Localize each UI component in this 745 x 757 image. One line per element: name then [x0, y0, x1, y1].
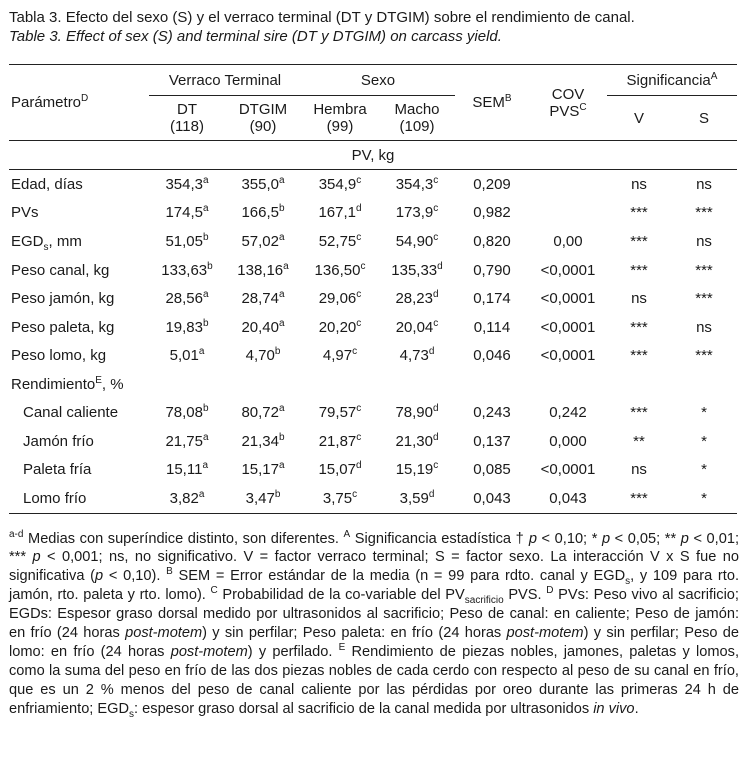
table-row [9, 342, 737, 371]
table-footnotes: $^{a-d}$ Medias con superíndice distinto, son diferentes. $^A$ Significancia estadística † p < 0,10; * p < 0,05; ** p < 0,01; *** p < 0,001; ns, no significativo. V = factor verraco terminal; S = factor sexo. La interacción V x S fue no significativa (p < 0,10). $^B$ SEM = Error estándar de la media (n = 99 para rdto. canal y $EGD_s$, y 109 para rto. jamón, rto. paleta y rto. lomo). $^C$ Probabilidad de la co-variable del $PV_{sacrificio}$ PVS. $^D$ PVs: Peso vivo al sacrificio; EGDs: Espesor graso dorsal medido por ultrasonidos al sacrificio; Peso de canal: en caliente; Peso de jamón: en frío (24 horas post-motem) y sin perfilar; Peso paleta: en frío (24 horas post-motem) y sin perfilar; Peso de lomo: en frío (24 horas post-motem) y perfilado. $^E$ Rendimiento de piezas nobles, jamones, paletas y lomos, como la suma del peso en frío de las dos piezas nobles de cada cerdo con respecto al peso de su canal en frío, que es un 2 % menos del peso de canal caliente por las pérdidas por oreo durante las primeras 24 h de enfriamiento; $EGD_s$: espesor graso dorsal al sacrificio de la canal medida por ultrasonidos in vivo. [9, 528, 740, 720]
row-label: Peso paleta, kg [11, 318, 115, 336]
header-dtgim: DTGIM (90) [238, 101, 288, 135]
row-label: Lomo frío [9, 484, 149, 513]
cell-hembra: 79,57$^c$ [318, 402, 362, 421]
cell-dtgim: 20,40$^a$ [241, 317, 285, 336]
cell-v: ns [631, 461, 647, 479]
cell-macho: 354,3$^c$ [395, 174, 439, 193]
row-label: Peso jamón, kg [11, 290, 115, 308]
table-row [9, 227, 737, 256]
cell-cov: <0,0001 [540, 318, 596, 336]
cell-hembra: 136,50$^c$ [314, 260, 366, 279]
cell-s: ns [696, 232, 712, 250]
row-label: Paleta fría [23, 461, 92, 479]
cell-cov: <0,0001 [540, 461, 596, 479]
header-v: V [633, 109, 644, 127]
cell-macho: 135,33$^d$ [391, 260, 443, 279]
header-cov: COV $PVS^C$ [549, 85, 587, 120]
cell-s: ns [696, 318, 712, 336]
cell-dt: 354,3$^a$ [165, 174, 209, 193]
cell-dtgim: 166,5$^b$ [241, 203, 285, 222]
cell-dt: 133,63$^b$ [161, 260, 213, 279]
cell-cov: 0,000 [549, 432, 587, 450]
cell-s: * [671, 484, 737, 513]
row-label: Peso canal, kg [11, 261, 110, 279]
cell-hembra: 29,06$^c$ [318, 289, 362, 308]
cell-cov: <0,0001 [540, 261, 596, 279]
cell-sem: 0,174 [473, 290, 511, 308]
cell-dtgim: 80,72$^a$ [241, 402, 285, 421]
header-parametro: Parámetro$^D$ [11, 93, 89, 111]
table-row [9, 199, 737, 228]
cell-macho: 21,30$^d$ [395, 431, 439, 450]
cell-s: * [701, 461, 707, 479]
table-row [9, 170, 737, 199]
table-row [9, 313, 737, 342]
header-verraco-terminal: Verraco Terminal [149, 65, 301, 96]
cell-v: *** [630, 204, 648, 222]
table-row [9, 455, 737, 484]
header-sexo: Sexo [301, 65, 455, 96]
cell-sem: 0,085 [473, 461, 511, 479]
caption-english: Table 3. Effect of sex (S) and terminal sire (DT y DTGIM) on carcass yield. [9, 28, 502, 45]
cell-v: ns [631, 175, 647, 193]
header-significancia: Significancia$^A$ [607, 65, 737, 96]
cell-hembra: 4,97$^c$ [322, 346, 358, 365]
header-macho: Macho (109) [394, 101, 440, 135]
row-label: PVs [11, 204, 39, 222]
header-s: S [698, 109, 709, 127]
cell-v: *** [607, 484, 671, 513]
header-hembra: Hembra (99) [313, 101, 367, 135]
cell-macho: 4,73$^d$ [399, 346, 435, 365]
header-dt: DT (118) [170, 101, 204, 135]
cell-cov: 0,043 [529, 484, 607, 513]
cell-sem: 0,209 [473, 175, 511, 193]
cell-dt: 174,5$^a$ [165, 203, 209, 222]
table-row [9, 427, 737, 456]
cell-s: * [701, 432, 707, 450]
cell-sem: 0,137 [473, 432, 511, 450]
cell-s: *** [695, 261, 713, 279]
cell-sem: 0,046 [473, 347, 511, 365]
cell-sem: 0,114 [473, 318, 511, 336]
cell-dt: 78,08$^b$ [165, 402, 209, 421]
cell-dt: 19,83$^b$ [165, 317, 209, 336]
table-row [9, 398, 737, 427]
cell-macho: 54,90$^c$ [395, 231, 439, 250]
cell-macho: 173,9$^c$ [395, 203, 439, 222]
cell-hembra: 20,20$^c$ [318, 317, 362, 336]
cell-macho: 28,23$^d$ [395, 289, 439, 308]
cell-hembra: 21,87$^c$ [318, 431, 362, 450]
cell-dtgim: 3,47$^b$ [225, 484, 301, 513]
cell-dtgim: 21,34$^b$ [241, 431, 285, 450]
section-rendimiento: Rendimiento$^E$, % [11, 374, 124, 393]
row-label: Canal caliente [23, 403, 119, 421]
cell-sem: 0,243 [473, 403, 511, 421]
cell-macho: 15,19$^c$ [395, 460, 439, 479]
cell-macho: 78,90$^d$ [395, 402, 439, 421]
cell-hembra: 15,07$^d$ [318, 460, 362, 479]
cell-cov: 0,00 [553, 232, 583, 250]
table-row [9, 256, 737, 285]
cell-v: *** [630, 261, 648, 279]
cell-cov [529, 170, 607, 199]
cell-s: *** [695, 204, 713, 222]
cell-cov: 0,242 [549, 403, 587, 421]
cell-cov: <0,0001 [540, 290, 596, 308]
cell-hembra: 52,75$^c$ [318, 231, 362, 250]
cell-v: ** [633, 432, 645, 450]
cell-dt: 5,01$^a$ [169, 346, 205, 365]
cell-hembra: 3,75$^c$ [301, 484, 379, 513]
header-sem: $SEM^B$ [472, 93, 512, 111]
row-label: $EGD_s$, mm [11, 232, 82, 253]
cell-v: *** [630, 347, 648, 365]
cell-s: *** [695, 290, 713, 308]
cell-s: * [701, 403, 707, 421]
cell-dtgim: 4,70$^b$ [245, 346, 281, 365]
cell-v: *** [630, 403, 648, 421]
cell-dtgim: 355,0$^a$ [241, 174, 285, 193]
cell-macho: 20,04$^c$ [395, 317, 439, 336]
cell-s: *** [695, 347, 713, 365]
caption-spanish: Tabla 3. Efecto del sexo (S) y el verraco terminal (DT y DTGIM) sobre el rendimiento de canal. [9, 9, 635, 26]
cell-dt: 3,82$^a$ [149, 484, 225, 513]
cell-dt: 21,75$^a$ [165, 431, 209, 450]
cell-dtgim: 15,17$^a$ [241, 460, 285, 479]
cell-v: *** [630, 232, 648, 250]
table-row [9, 484, 737, 513]
cell-v: ns [631, 290, 647, 308]
cell-sem: 0,820 [473, 232, 511, 250]
cell-dt: 51,05$^b$ [165, 231, 209, 250]
cell-hembra: 354,9$^c$ [318, 174, 362, 193]
cell-dt: 15,11$^a$ [166, 460, 208, 479]
row-label: Edad, días [11, 175, 83, 193]
cell-cov [529, 199, 607, 228]
cell-macho: 3,59$^d$ [379, 484, 455, 513]
cell-sem: 0,790 [473, 261, 511, 279]
table-row [9, 284, 737, 313]
cell-dtgim: 28,74$^a$ [241, 289, 285, 308]
cell-sem: 0,982 [473, 204, 511, 222]
section-pv: PV, kg [9, 141, 737, 170]
cell-v: *** [630, 318, 648, 336]
row-label: Jamón frío [23, 432, 94, 450]
cell-hembra: 167,1$^d$ [318, 203, 362, 222]
cell-cov: <0,0001 [540, 347, 596, 365]
cell-s: ns [696, 175, 712, 193]
results-table [9, 64, 737, 514]
cell-dtgim: 138,16$^a$ [237, 260, 289, 279]
cell-dt: 28,56$^a$ [165, 289, 209, 308]
row-label: Peso lomo, kg [11, 347, 107, 365]
cell-sem: 0,043 [455, 484, 529, 513]
cell-dtgim: 57,02$^a$ [241, 231, 285, 250]
